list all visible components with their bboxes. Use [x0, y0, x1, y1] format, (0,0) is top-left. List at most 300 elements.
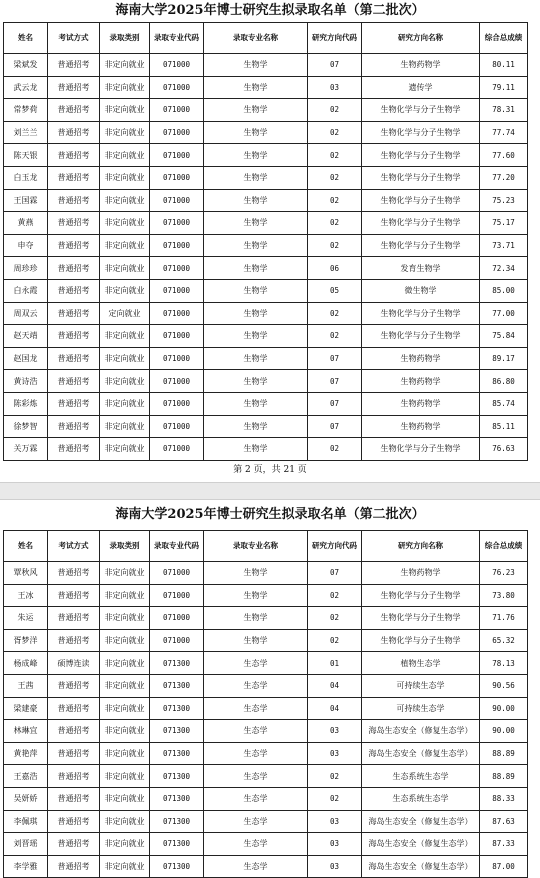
- table-row: [4, 392, 528, 415]
- cell-direction-code: 02: [308, 787, 362, 810]
- cell-direction-code: 06: [308, 257, 362, 280]
- table-header-row: [4, 531, 528, 562]
- table-row: [4, 279, 528, 302]
- cell-admission-category: 非定向就业: [100, 438, 150, 461]
- cell-exam-method: 普通招考: [48, 302, 100, 325]
- cell-total-score: 65.32: [480, 629, 528, 652]
- cell-major-name: 生物学: [204, 584, 308, 607]
- header-direction-name: 研究方向名称: [362, 531, 480, 562]
- cell-major-name: 生物学: [204, 166, 308, 189]
- header-major-name: 录取专业名称: [204, 23, 308, 54]
- cell-name: 杨成峰: [4, 652, 48, 675]
- header-direction-code: 研究方向代码: [308, 23, 362, 54]
- cell-total-score: 87.00: [480, 855, 528, 878]
- cell-direction-code: 01: [308, 652, 362, 675]
- cell-admission-category: 非定向就业: [100, 212, 150, 235]
- cell-direction-code: 07: [308, 370, 362, 393]
- cell-major-code: 071000: [150, 325, 204, 348]
- cell-major-code: 071000: [150, 562, 204, 585]
- cell-direction-code: 07: [308, 415, 362, 438]
- cell-direction-code: 07: [308, 562, 362, 585]
- cell-major-code: 071000: [150, 121, 204, 144]
- cell-direction-name: 遗传学: [362, 76, 480, 99]
- cell-admission-category: 非定向就业: [100, 720, 150, 743]
- cell-direction-code: 02: [308, 765, 362, 788]
- cell-direction-code: 03: [308, 833, 362, 856]
- cell-name: 赵天靖: [4, 325, 48, 348]
- table-row: [4, 629, 528, 652]
- cell-exam-method: 普通招考: [48, 833, 100, 856]
- cell-major-name: 生态学: [204, 674, 308, 697]
- cell-major-name: 生物学: [204, 562, 308, 585]
- cell-exam-method: 普通招考: [48, 347, 100, 370]
- header-total-score: 综合总成绩: [480, 23, 528, 54]
- cell-direction-name: 发育生物学: [362, 257, 480, 280]
- cell-major-code: 071000: [150, 392, 204, 415]
- cell-major-name: 生态学: [204, 742, 308, 765]
- cell-name: 常梦荷: [4, 99, 48, 122]
- cell-direction-name: 生物化学与分子生物学: [362, 438, 480, 461]
- cell-major-name: 生态学: [204, 720, 308, 743]
- cell-major-code: 071000: [150, 279, 204, 302]
- cell-exam-method: 普通招考: [48, 438, 100, 461]
- table-row: [4, 607, 528, 630]
- cell-major-code: 071000: [150, 144, 204, 167]
- table-row: [4, 765, 528, 788]
- cell-direction-name: 生物药物学: [362, 392, 480, 415]
- cell-total-score: 89.17: [480, 347, 528, 370]
- cell-major-name: 生态学: [204, 697, 308, 720]
- cell-major-code: 071000: [150, 76, 204, 99]
- cell-major-name: 生物学: [204, 76, 308, 99]
- cell-name: 李学雅: [4, 855, 48, 878]
- cell-direction-code: 02: [308, 166, 362, 189]
- cell-major-name: 生物学: [204, 54, 308, 77]
- cell-exam-method: 普通招考: [48, 54, 100, 77]
- cell-admission-category: 非定向就业: [100, 76, 150, 99]
- table-row: [4, 99, 528, 122]
- cell-name: 刘晋瑶: [4, 833, 48, 856]
- cell-admission-category: 非定向就业: [100, 99, 150, 122]
- cell-major-code: 071000: [150, 166, 204, 189]
- cell-name: 陈彩炼: [4, 392, 48, 415]
- cell-major-code: 071000: [150, 302, 204, 325]
- cell-major-code: 071000: [150, 629, 204, 652]
- header-major-name: 录取专业名称: [204, 531, 308, 562]
- cell-admission-category: 非定向就业: [100, 347, 150, 370]
- header-major-code: 录取专业代码: [150, 531, 204, 562]
- cell-major-name: 生态学: [204, 810, 308, 833]
- cell-direction-name: 生物化学与分子生物学: [362, 584, 480, 607]
- header-admission-category: 录取类别: [100, 23, 150, 54]
- cell-direction-code: 02: [308, 121, 362, 144]
- table-row: [4, 302, 528, 325]
- cell-major-name: 生态学: [204, 787, 308, 810]
- cell-direction-name: 生态系统生态学: [362, 765, 480, 788]
- table-row: [4, 212, 528, 235]
- table-row: [4, 855, 528, 878]
- cell-direction-code: 05: [308, 279, 362, 302]
- cell-total-score: 87.33: [480, 833, 528, 856]
- table-row: [4, 438, 528, 461]
- table-row: [4, 720, 528, 743]
- cell-major-code: 071000: [150, 212, 204, 235]
- document-page-2: [0, 500, 540, 878]
- cell-admission-category: 非定向就业: [100, 697, 150, 720]
- cell-exam-method: 普通招考: [48, 720, 100, 743]
- header-name: 姓名: [4, 531, 48, 562]
- cell-total-score: 73.71: [480, 234, 528, 257]
- cell-direction-name: 生物药物学: [362, 347, 480, 370]
- cell-exam-method: 普通招考: [48, 415, 100, 438]
- cell-exam-method: 普通招考: [48, 144, 100, 167]
- cell-direction-name: 海岛生态安全（修复生态学）: [362, 720, 480, 743]
- cell-major-code: 071000: [150, 257, 204, 280]
- cell-direction-name: 生物化学与分子生物学: [362, 212, 480, 235]
- table-row: [4, 562, 528, 585]
- header-total-score: 综合总成绩: [480, 531, 528, 562]
- cell-direction-code: 07: [308, 54, 362, 77]
- table-header-row: [4, 23, 528, 54]
- cell-name: 王嘉浩: [4, 765, 48, 788]
- cell-major-code: 071000: [150, 189, 204, 212]
- cell-direction-code: 03: [308, 810, 362, 833]
- cell-direction-name: 海岛生态安全（修复生态学）: [362, 855, 480, 878]
- cell-name: 林琳宜: [4, 720, 48, 743]
- cell-direction-name: 生物药物学: [362, 370, 480, 393]
- header-name: 姓名: [4, 23, 48, 54]
- cell-admission-category: 非定向就业: [100, 144, 150, 167]
- cell-exam-method: 普通招考: [48, 674, 100, 697]
- table-row: [4, 742, 528, 765]
- cell-total-score: 77.74: [480, 121, 528, 144]
- cell-exam-method: 普通招考: [48, 189, 100, 212]
- cell-exam-method: 普通招考: [48, 166, 100, 189]
- cell-direction-name: 生物化学与分子生物学: [362, 629, 480, 652]
- table-row: [4, 234, 528, 257]
- cell-direction-name: 生物化学与分子生物学: [362, 121, 480, 144]
- cell-total-score: 85.11: [480, 415, 528, 438]
- cell-direction-code: 03: [308, 742, 362, 765]
- cell-exam-method: 普通招考: [48, 855, 100, 878]
- cell-name: 王茜: [4, 674, 48, 697]
- cell-total-score: 78.13: [480, 652, 528, 675]
- cell-direction-name: 海岛生态安全（修复生态学）: [362, 810, 480, 833]
- cell-major-name: 生物学: [204, 325, 308, 348]
- cell-direction-name: 生物化学与分子生物学: [362, 325, 480, 348]
- cell-exam-method: 普通招考: [48, 607, 100, 630]
- cell-exam-method: 普通招考: [48, 562, 100, 585]
- cell-major-code: 071000: [150, 99, 204, 122]
- cell-exam-method: 普通招考: [48, 584, 100, 607]
- cell-total-score: 75.84: [480, 325, 528, 348]
- cell-major-code: 071300: [150, 765, 204, 788]
- cell-total-score: 79.11: [480, 76, 528, 99]
- cell-major-name: 生物学: [204, 279, 308, 302]
- cell-name: 王国霖: [4, 189, 48, 212]
- cell-major-code: 071000: [150, 438, 204, 461]
- cell-name: 周双云: [4, 302, 48, 325]
- cell-major-code: 071300: [150, 787, 204, 810]
- table-body: [4, 562, 528, 878]
- table-row: [4, 121, 528, 144]
- table-row: [4, 652, 528, 675]
- cell-name: 刘兰兰: [4, 121, 48, 144]
- cell-direction-code: 02: [308, 325, 362, 348]
- admission-table: [3, 530, 528, 878]
- cell-total-score: 78.31: [480, 99, 528, 122]
- cell-major-code: 071000: [150, 54, 204, 77]
- cell-direction-code: 02: [308, 144, 362, 167]
- cell-admission-category: 非定向就业: [100, 652, 150, 675]
- cell-direction-name: 生物化学与分子生物学: [362, 166, 480, 189]
- cell-major-code: 071000: [150, 584, 204, 607]
- page-footer: 第 2 页，共 21 页: [233, 465, 307, 475]
- table-row: [4, 76, 528, 99]
- header-exam-method: 考试方式: [48, 531, 100, 562]
- page-separator: [0, 482, 540, 500]
- cell-admission-category: 非定向就业: [100, 121, 150, 144]
- cell-major-code: 071300: [150, 674, 204, 697]
- cell-major-code: 071000: [150, 607, 204, 630]
- cell-direction-code: 02: [308, 189, 362, 212]
- cell-exam-method: 硕博连读: [48, 652, 100, 675]
- cell-exam-method: 普通招考: [48, 810, 100, 833]
- cell-major-code: 071000: [150, 415, 204, 438]
- cell-direction-code: 03: [308, 720, 362, 743]
- cell-total-score: 87.63: [480, 810, 528, 833]
- cell-exam-method: 普通招考: [48, 370, 100, 393]
- table-row: [4, 325, 528, 348]
- cell-major-name: 生物学: [204, 607, 308, 630]
- cell-exam-method: 普通招考: [48, 212, 100, 235]
- cell-exam-method: 普通招考: [48, 765, 100, 788]
- cell-direction-code: 02: [308, 302, 362, 325]
- cell-direction-name: 植物生态学: [362, 652, 480, 675]
- cell-admission-category: 非定向就业: [100, 370, 150, 393]
- cell-admission-category: 非定向就业: [100, 279, 150, 302]
- table-row: [4, 415, 528, 438]
- cell-exam-method: 普通招考: [48, 279, 100, 302]
- cell-name: 王冰: [4, 584, 48, 607]
- cell-exam-method: 普通招考: [48, 121, 100, 144]
- cell-admission-category: 非定向就业: [100, 810, 150, 833]
- cell-admission-category: 非定向就业: [100, 607, 150, 630]
- cell-exam-method: 普通招考: [48, 697, 100, 720]
- table-row: [4, 787, 528, 810]
- cell-direction-name: 生物化学与分子生物学: [362, 607, 480, 630]
- cell-total-score: 76.63: [480, 438, 528, 461]
- cell-direction-code: 07: [308, 347, 362, 370]
- cell-admission-category: 非定向就业: [100, 674, 150, 697]
- table-row: [4, 833, 528, 856]
- cell-major-code: 071000: [150, 234, 204, 257]
- cell-admission-category: 非定向就业: [100, 584, 150, 607]
- table-row: [4, 347, 528, 370]
- cell-major-name: 生物学: [204, 121, 308, 144]
- cell-direction-code: 02: [308, 99, 362, 122]
- cell-total-score: 75.17: [480, 212, 528, 235]
- cell-total-score: 88.33: [480, 787, 528, 810]
- cell-exam-method: 普通招考: [48, 742, 100, 765]
- cell-direction-code: 02: [308, 584, 362, 607]
- cell-exam-method: 普通招考: [48, 392, 100, 415]
- cell-total-score: 73.80: [480, 584, 528, 607]
- cell-admission-category: 非定向就业: [100, 54, 150, 77]
- cell-exam-method: 普通招考: [48, 76, 100, 99]
- cell-exam-method: 普通招考: [48, 325, 100, 348]
- cell-direction-code: 02: [308, 234, 362, 257]
- cell-direction-name: 生物药物学: [362, 54, 480, 77]
- cell-admission-category: 非定向就业: [100, 562, 150, 585]
- cell-admission-category: 非定向就业: [100, 629, 150, 652]
- cell-major-name: 生物学: [204, 99, 308, 122]
- table-row: [4, 54, 528, 77]
- cell-major-name: 生物学: [204, 212, 308, 235]
- cell-name: 白永霞: [4, 279, 48, 302]
- cell-direction-name: 生物化学与分子生物学: [362, 302, 480, 325]
- cell-major-name: 生物学: [204, 438, 308, 461]
- cell-direction-name: 生物化学与分子生物学: [362, 189, 480, 212]
- table-row: [4, 674, 528, 697]
- cell-direction-code: 04: [308, 674, 362, 697]
- cell-major-name: 生物学: [204, 302, 308, 325]
- cell-admission-category: 定向就业: [100, 302, 150, 325]
- cell-direction-code: 07: [308, 392, 362, 415]
- cell-exam-method: 普通招考: [48, 257, 100, 280]
- cell-major-name: 生物学: [204, 370, 308, 393]
- cell-total-score: 71.76: [480, 607, 528, 630]
- cell-total-score: 85.00: [480, 279, 528, 302]
- cell-major-code: 071300: [150, 810, 204, 833]
- cell-total-score: 90.00: [480, 720, 528, 743]
- cell-major-name: 生物学: [204, 415, 308, 438]
- cell-major-name: 生物学: [204, 392, 308, 415]
- cell-direction-code: 02: [308, 607, 362, 630]
- cell-direction-name: 生物化学与分子生物学: [362, 144, 480, 167]
- cell-name: 黄诗浩: [4, 370, 48, 393]
- cell-direction-name: 生物药物学: [362, 562, 480, 585]
- cell-direction-code: 03: [308, 855, 362, 878]
- cell-name: 吴妍娇: [4, 787, 48, 810]
- header-direction-name: 研究方向名称: [362, 23, 480, 54]
- cell-name: 李佩琪: [4, 810, 48, 833]
- cell-name: 徐梦智: [4, 415, 48, 438]
- cell-name: 关万霖: [4, 438, 48, 461]
- cell-total-score: 76.23: [480, 562, 528, 585]
- table-row: [4, 189, 528, 212]
- cell-direction-code: 04: [308, 697, 362, 720]
- header-direction-code: 研究方向代码: [308, 531, 362, 562]
- cell-name: 白玉龙: [4, 166, 48, 189]
- cell-major-code: 071300: [150, 652, 204, 675]
- cell-direction-code: 03: [308, 76, 362, 99]
- table-row: [4, 697, 528, 720]
- cell-major-name: 生物学: [204, 257, 308, 280]
- cell-major-name: 生物学: [204, 234, 308, 257]
- cell-total-score: 85.74: [480, 392, 528, 415]
- cell-major-name: 生物学: [204, 347, 308, 370]
- cell-total-score: 77.00: [480, 302, 528, 325]
- cell-admission-category: 非定向就业: [100, 234, 150, 257]
- cell-name: 武云龙: [4, 76, 48, 99]
- cell-name: 陈天银: [4, 144, 48, 167]
- cell-exam-method: 普通招考: [48, 787, 100, 810]
- cell-direction-code: 02: [308, 212, 362, 235]
- cell-major-code: 071300: [150, 720, 204, 743]
- cell-major-name: 生态学: [204, 652, 308, 675]
- table-body: [4, 54, 528, 461]
- cell-major-code: 071300: [150, 833, 204, 856]
- cell-admission-category: 非定向就业: [100, 415, 150, 438]
- page-title: 海南大学2025年博士研究生拟录取名单（第二批次）: [115, 507, 425, 522]
- header-major-code: 录取专业代码: [150, 23, 204, 54]
- cell-direction-name: 生物化学与分子生物学: [362, 99, 480, 122]
- cell-major-code: 071000: [150, 370, 204, 393]
- cell-admission-category: 非定向就业: [100, 166, 150, 189]
- cell-name: 梁斌发: [4, 54, 48, 77]
- cell-name: 黄燕: [4, 212, 48, 235]
- table-row: [4, 370, 528, 393]
- cell-total-score: 72.34: [480, 257, 528, 280]
- cell-name: 朱运: [4, 607, 48, 630]
- cell-admission-category: 非定向就业: [100, 855, 150, 878]
- cell-admission-category: 非定向就业: [100, 765, 150, 788]
- cell-exam-method: 普通招考: [48, 234, 100, 257]
- cell-name: 周珍珍: [4, 257, 48, 280]
- cell-major-name: 生态学: [204, 855, 308, 878]
- cell-total-score: 88.89: [480, 765, 528, 788]
- cell-name: 黄艳萍: [4, 742, 48, 765]
- cell-total-score: 86.80: [480, 370, 528, 393]
- cell-admission-category: 非定向就业: [100, 325, 150, 348]
- cell-admission-category: 非定向就业: [100, 833, 150, 856]
- cell-major-code: 071000: [150, 347, 204, 370]
- cell-direction-name: 可持续生态学: [362, 674, 480, 697]
- cell-major-name: 生态学: [204, 765, 308, 788]
- cell-direction-name: 可持续生态学: [362, 697, 480, 720]
- page-title: 海南大学2025年博士研究生拟录取名单（第二批次）: [115, 3, 425, 18]
- cell-direction-name: 海岛生态安全（修复生态学）: [362, 742, 480, 765]
- cell-total-score: 90.00: [480, 697, 528, 720]
- cell-admission-category: 非定向就业: [100, 189, 150, 212]
- table-row: [4, 810, 528, 833]
- table-row: [4, 144, 528, 167]
- cell-direction-code: 02: [308, 629, 362, 652]
- table-row: [4, 584, 528, 607]
- cell-direction-name: 生态系统生态学: [362, 787, 480, 810]
- cell-total-score: 80.11: [480, 54, 528, 77]
- cell-admission-category: 非定向就业: [100, 257, 150, 280]
- cell-total-score: 90.56: [480, 674, 528, 697]
- cell-name: 申夺: [4, 234, 48, 257]
- cell-total-score: 75.23: [480, 189, 528, 212]
- cell-name: 胥梦洋: [4, 629, 48, 652]
- table-row: [4, 257, 528, 280]
- cell-total-score: 77.60: [480, 144, 528, 167]
- cell-total-score: 88.89: [480, 742, 528, 765]
- header-admission-category: 录取类别: [100, 531, 150, 562]
- table-row: [4, 166, 528, 189]
- admission-table: [3, 22, 528, 461]
- cell-name: 覃秋风: [4, 562, 48, 585]
- cell-direction-name: 生物药物学: [362, 415, 480, 438]
- cell-exam-method: 普通招考: [48, 629, 100, 652]
- cell-major-code: 071300: [150, 742, 204, 765]
- cell-major-name: 生物学: [204, 629, 308, 652]
- cell-major-code: 071300: [150, 697, 204, 720]
- cell-direction-code: 02: [308, 438, 362, 461]
